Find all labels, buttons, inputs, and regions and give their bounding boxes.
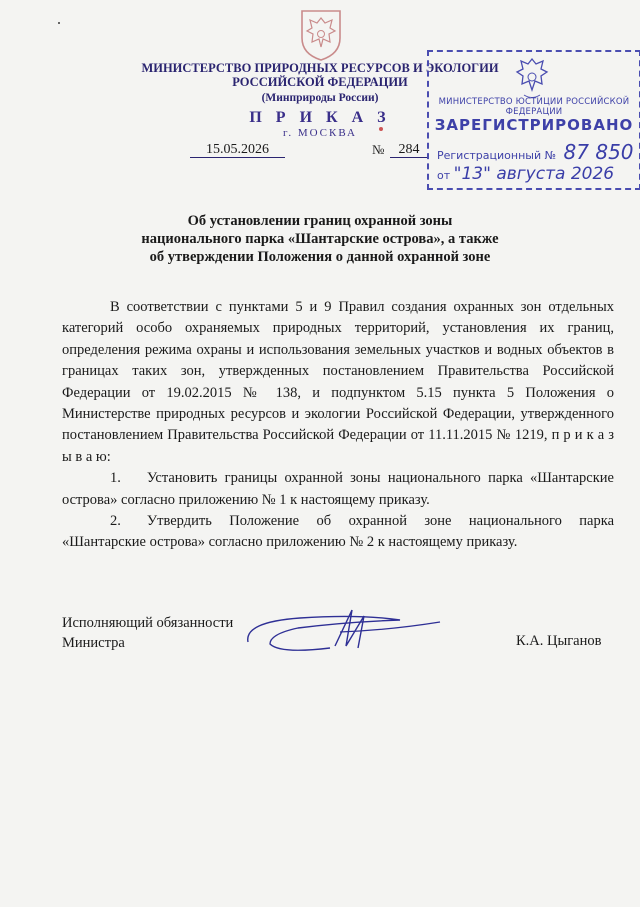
- item-1: [62, 468, 614, 511]
- stamp-date-row: [437, 164, 640, 184]
- number-sign: №: [372, 142, 385, 157]
- stamp-reg-row: [437, 140, 640, 164]
- document-title: [90, 212, 550, 266]
- stamp-emblem-icon: [512, 55, 552, 101]
- document-type: П Р И К А З: [249, 109, 391, 126]
- item-2-number: 2.: [110, 513, 121, 530]
- item-2-text: Утвердить Положение об охранной зоне национального парка «Шантарские острова» согласно приложению № 2 к настоящему приказу.: [62, 513, 614, 551]
- scan-mark: [58, 22, 60, 24]
- item-2: [62, 511, 614, 554]
- document-city: г. МОСКВА: [283, 127, 357, 139]
- title-line1: Об установлении границ охранной зоны: [187, 213, 453, 229]
- ministry-short-name: (Минприроды России): [261, 92, 379, 104]
- item-1-number: 1.: [110, 470, 121, 487]
- signatory-role: [62, 613, 233, 653]
- stamp-reg-label: Регистрационный №: [437, 149, 557, 162]
- stamp-from-date: "13" августа 2026: [453, 164, 615, 184]
- registration-stamp: [427, 50, 640, 190]
- signatory-role-line2: Министра: [62, 635, 125, 651]
- stamp-status: ЗАРЕГИСТРИРОВАНО: [434, 116, 634, 134]
- stamp-org: МИНИСТЕРСТВО ЮСТИЦИИ РОССИЙСКОЙ ФЕДЕРАЦИИ: [438, 97, 630, 117]
- document-body: [62, 297, 614, 554]
- document-date: 15.05.2026: [190, 142, 285, 158]
- coat-of-arms-emblem: [299, 8, 343, 62]
- title-line2: национального парка «Шантарские острова», а также: [141, 231, 499, 247]
- stamp-reg-number: 87 850: [563, 140, 634, 164]
- signatory-role-line1: Исполняющий обязанности: [62, 615, 234, 631]
- preamble-paragraph: В соответствии с пунктами 5 и 9 Правил создания охранных зон отдельных категорий особо охраняемых природных территорий, установления их границ, определения режима охраны и использования земельных участков и водных объектов в границах таких зон, утвержденных постановлением Правительства Российской Федерации от 19.02.2015 № 138, и подпунктом 5.15 пункта 5 Положения о Министерстве природных ресурсов и экологии Российской Федерации, утвержденного постановлением Правительства Российской Федерации от 11.11.2015 № 1219, п р и к а з ы в а ю:: [62, 299, 614, 465]
- stamp-from-label: от: [437, 169, 451, 182]
- ministry-name-line1: МИНИСТЕРСТВО ПРИРОДНЫХ РЕСУРСОВ И ЭКОЛОГИИ: [141, 61, 499, 75]
- red-dot-mark: [379, 127, 383, 131]
- handwritten-signature: [240, 600, 455, 660]
- ministry-name-line2: РОССИЙСКОЙ ФЕДЕРАЦИИ: [232, 75, 408, 89]
- title-line3: об утверждении Положения о данной охранной зоне: [149, 249, 491, 265]
- item-1-text: Установить границы охранной зоны национального парка «Шантарские острова» согласно приложению № 1 к настоящему приказу.: [62, 470, 614, 508]
- document-number: 284: [390, 142, 428, 158]
- signatory-name: К.А. Цыганов: [516, 633, 602, 649]
